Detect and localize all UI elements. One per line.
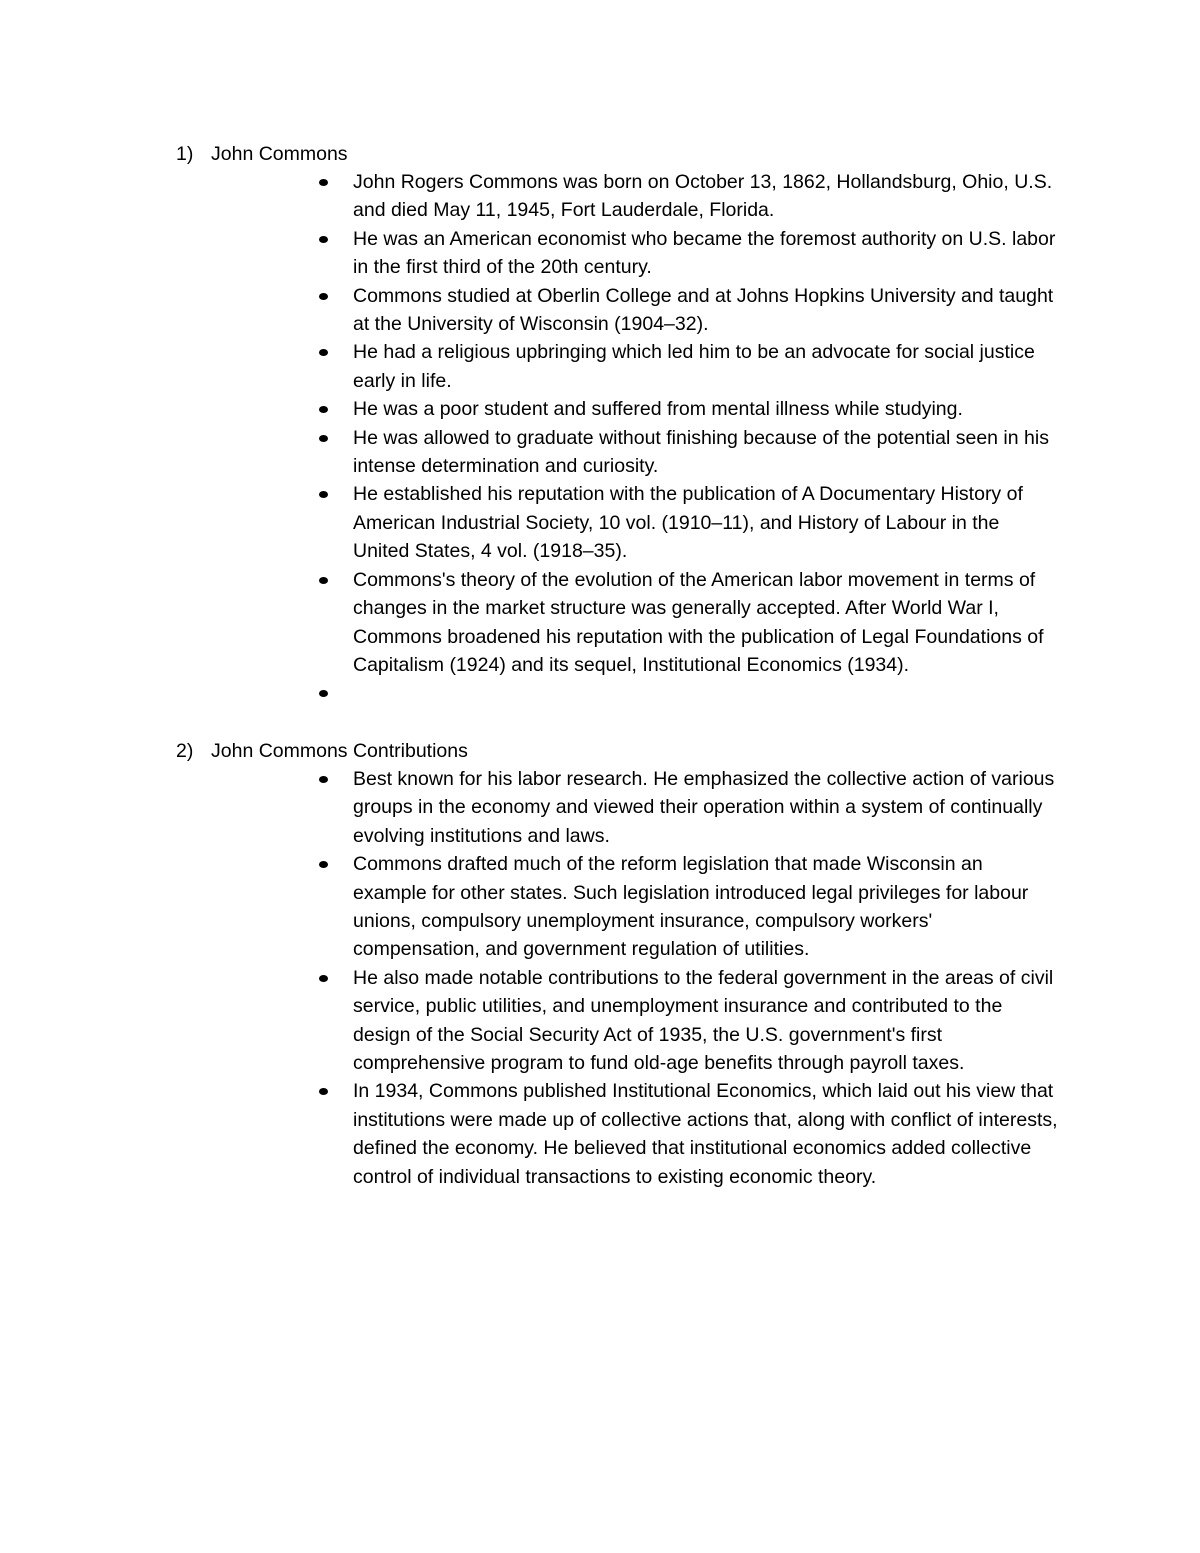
bullet-icon bbox=[319, 1088, 328, 1095]
list-item bbox=[0, 282, 1058, 339]
bullet-icon bbox=[319, 236, 328, 243]
list-item bbox=[0, 395, 1058, 423]
list-item bbox=[0, 765, 1058, 850]
section-number: 2) bbox=[176, 740, 194, 762]
bullet-icon bbox=[319, 435, 328, 442]
list-item bbox=[0, 424, 1058, 481]
list-item bbox=[0, 168, 1058, 225]
section-title: John Commons bbox=[211, 143, 348, 165]
section-title: John Commons Contributions bbox=[211, 740, 468, 762]
bullet-list bbox=[0, 168, 1200, 708]
bullet-icon bbox=[319, 406, 328, 413]
section-john-commons bbox=[0, 140, 1200, 708]
list-item-text: He had a religious upbringing which led him to be an advocate for social justice early in life. bbox=[353, 341, 1035, 392]
list-item-text: Best known for his labor research. He emphasized the collective action of various groups in the economy and viewed their operation within a system of continually evolving institutions and laws. bbox=[353, 768, 1055, 847]
section-john-commons-contributions bbox=[0, 737, 1200, 1191]
list-item-text: He was a poor student and suffered from mental illness while studying. bbox=[353, 398, 963, 421]
bullet-icon bbox=[319, 491, 328, 498]
bullet-list bbox=[0, 765, 1200, 1191]
list-item bbox=[0, 225, 1058, 282]
list-item-text: Commons drafted much of the reform legislation that made Wisconsin an example for other states. Such legislation introduced legal privileges for labour unions, compulsory unemployment insurance, compulsory workers' compensation, and government regulation of utilities. bbox=[353, 853, 1029, 961]
list-item-text: He also made notable contributions to the federal government in the areas of civil service, public utilities, and unemployment insurance and contributed to the design of the Social Security Act of 1935, the U.S. government's first comprehensive program to fund old-age benefits through payroll taxes. bbox=[353, 966, 1054, 1075]
list-item bbox=[0, 480, 1058, 565]
bullet-icon bbox=[319, 293, 328, 300]
list-item-text: Commons studied at Oberlin College and at Johns Hopkins University and taught at the University of Wisconsin (1904–32). bbox=[353, 284, 1054, 336]
list-item-text: He established his reputation with the publication of A Documentary History of American Industrial Society, 10 vol. (1910–11), and History of Labour in the United States, 4 vol. (1918–35). bbox=[353, 483, 1023, 563]
list-item bbox=[0, 566, 1058, 680]
list-item-text: In 1934, Commons published Institutional Economics, which laid out his view that institutions were made up of collective actions that, along with conflict of interests, defined the economy. He believed that institutional economics added collective control of individual transactions to existing economic theory. bbox=[353, 1080, 1058, 1188]
bullet-icon bbox=[319, 975, 328, 982]
bullet-icon bbox=[319, 577, 328, 584]
section-heading bbox=[0, 737, 1200, 765]
list-item bbox=[0, 850, 1058, 964]
list-item-empty bbox=[0, 679, 1058, 707]
bullet-icon bbox=[319, 179, 328, 186]
list-item-text: Commons's theory of the evolution of the American labor movement in terms of changes in the market structure was generally accepted. After World War I, Commons broadened his reputation with the publication of Legal Foundations of Capitalism (1924) and its sequel, Institutional Economics (1934). bbox=[353, 568, 1044, 676]
bullet-icon bbox=[319, 690, 328, 697]
bullet-icon bbox=[319, 861, 328, 868]
section-number: 1) bbox=[176, 143, 194, 165]
list-item-text: He was an American economist who became the foremost authority on U.S. labor in the first third of the 20th century. bbox=[353, 227, 1056, 279]
list-item bbox=[0, 964, 1058, 1078]
list-item bbox=[0, 338, 1058, 395]
list-item-text: John Rogers Commons was born on October 13, 1862, Hollandsburg, Ohio, U.S. and died May 11, 1945, Fort Lauderdale, Florida. bbox=[353, 171, 1053, 222]
list-item-text: He was allowed to graduate without finishing because of the potential seen in his intense determination and curiosity. bbox=[353, 426, 1049, 478]
bullet-icon bbox=[319, 776, 328, 783]
section-heading bbox=[0, 140, 1200, 168]
bullet-icon bbox=[319, 349, 328, 356]
list-item bbox=[0, 1077, 1058, 1191]
